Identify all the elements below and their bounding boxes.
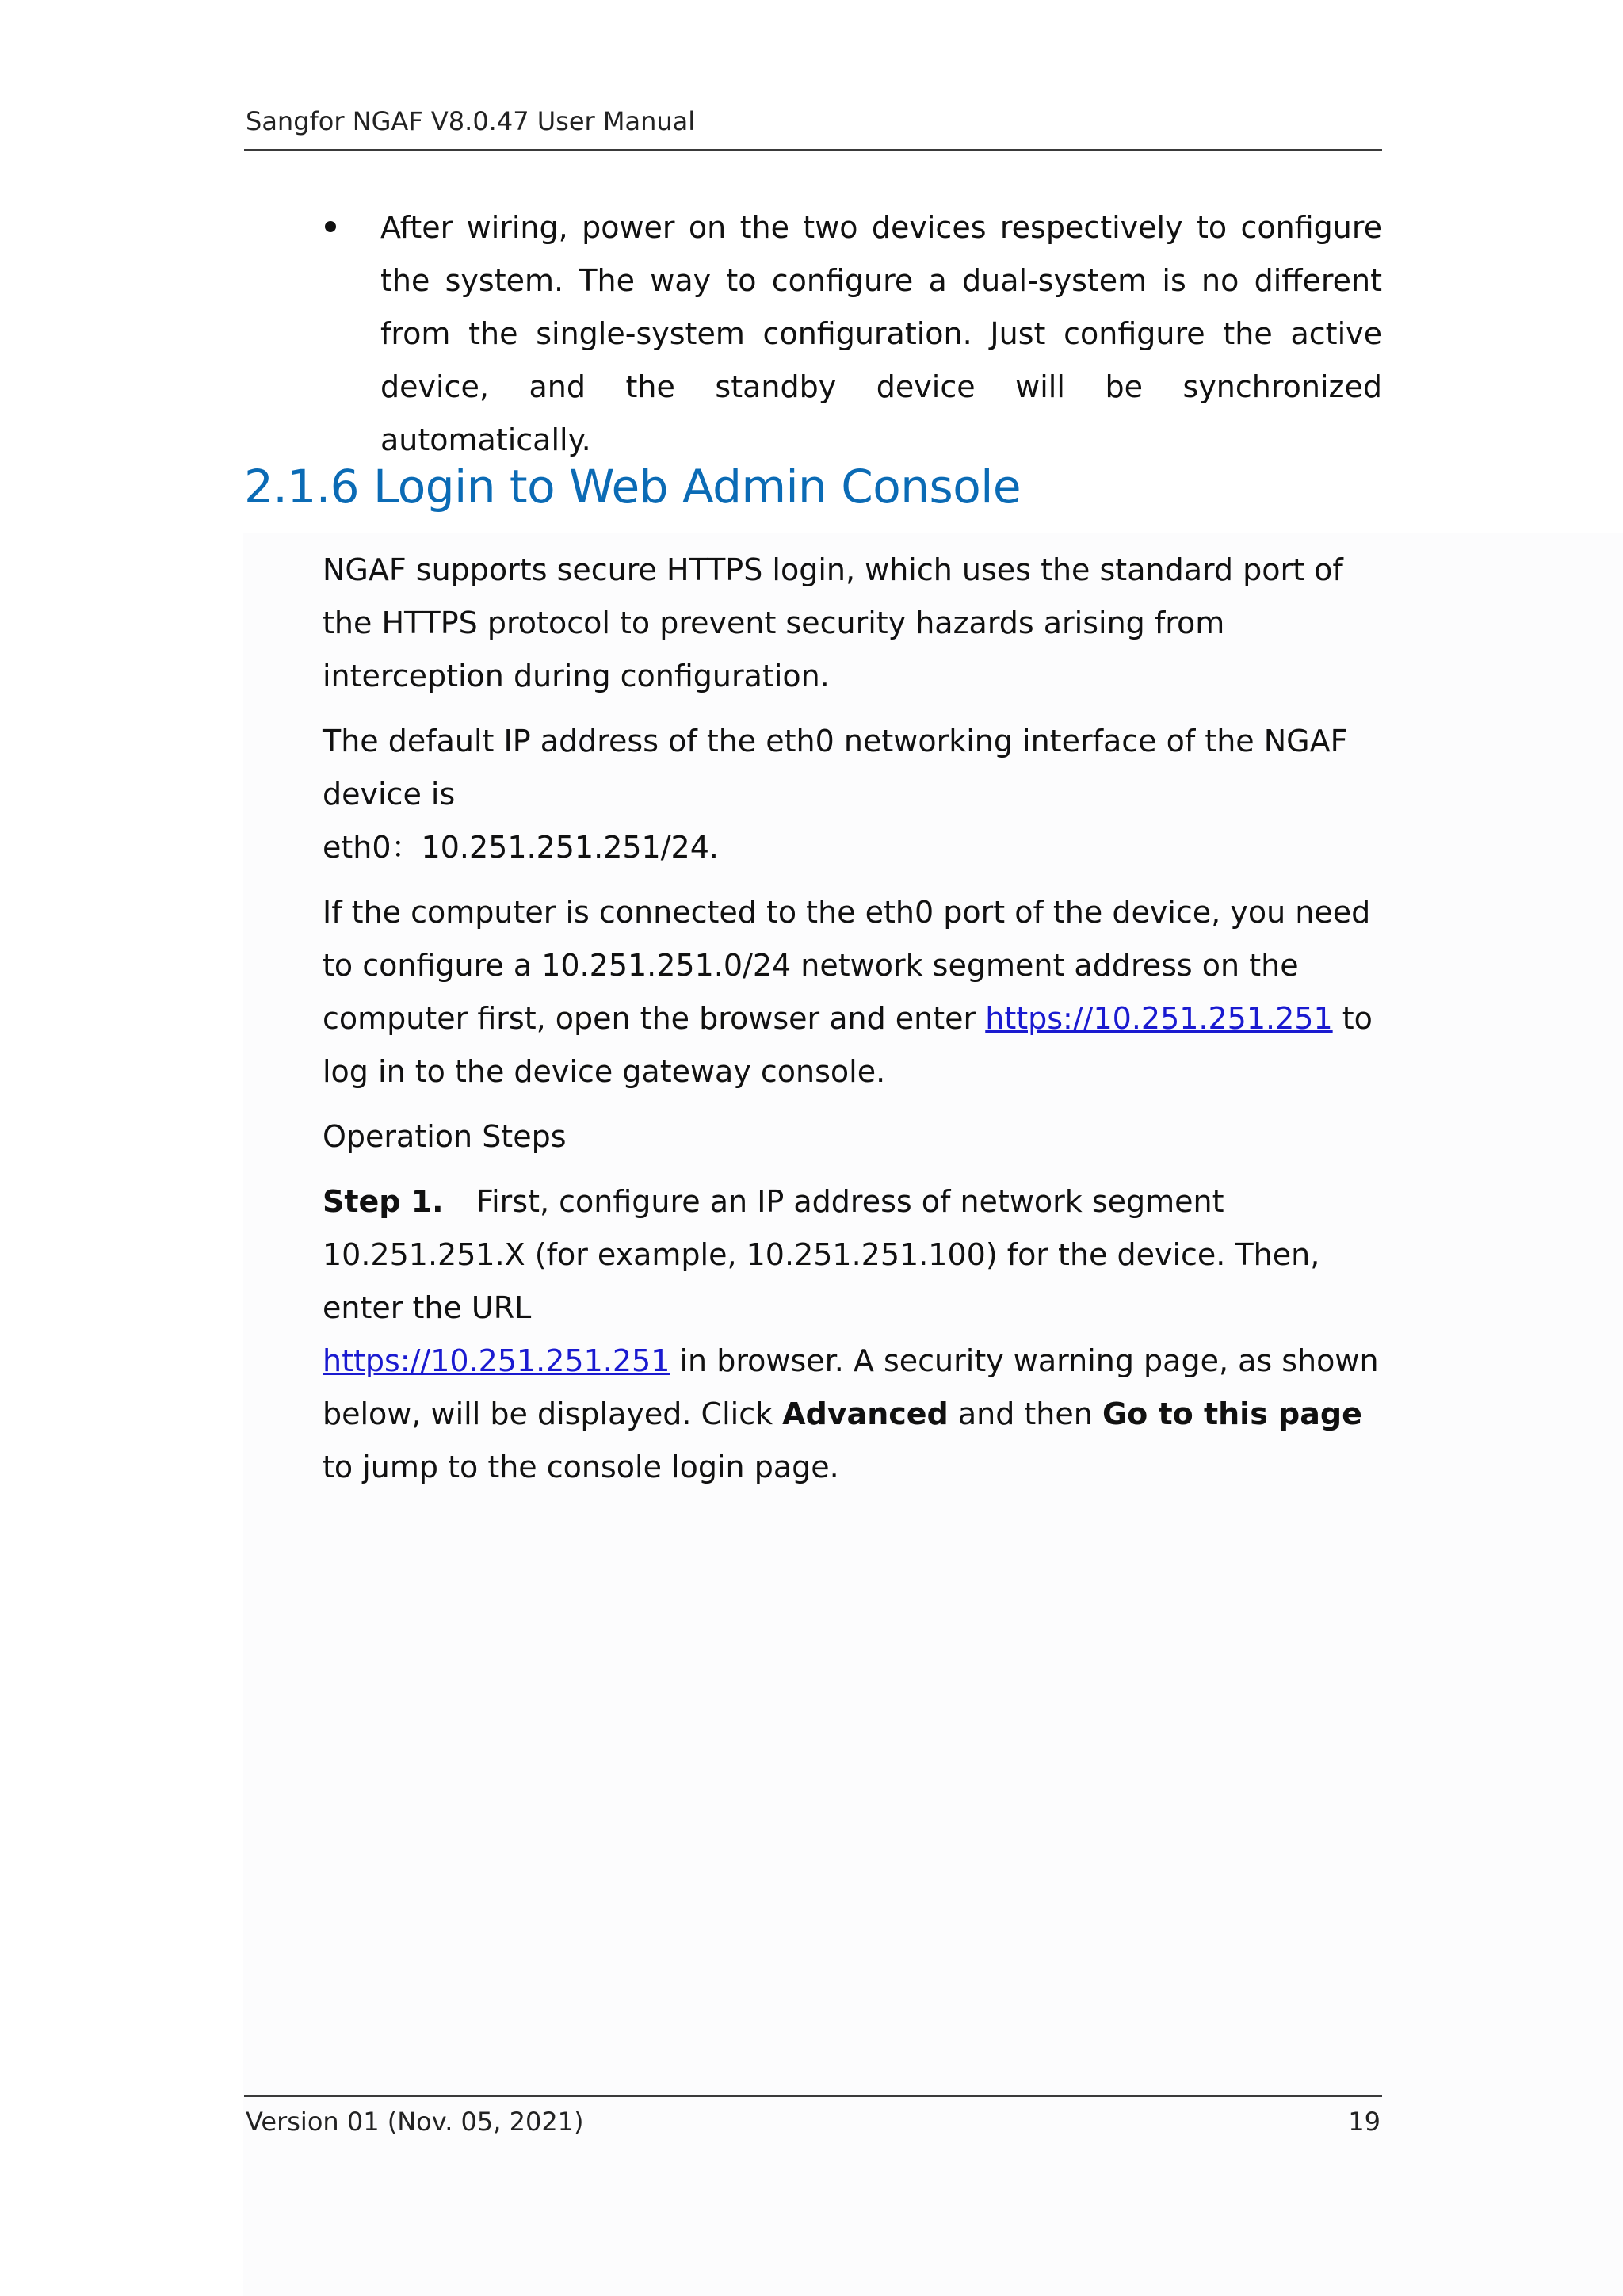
- page-footer: [244, 2095, 1382, 2143]
- paragraph-connect-computer: [323, 886, 1384, 1098]
- console-url-link[interactable]: https://10.251.251.251: [985, 1001, 1333, 1036]
- step-1-label: Step 1.: [323, 1184, 444, 1219]
- default-ip-value: eth0：10.251.251.251/24.: [323, 830, 719, 865]
- section-heading: 2.1.6 Login to Web Admin Console: [244, 460, 1021, 514]
- step-1-text-mid: in browser. A security warning page, as shown below, will be displayed. Click: [323, 1343, 1379, 1431]
- step-1-text-end: to jump to the console login page.: [323, 1450, 839, 1484]
- bullet-dot-icon: [325, 221, 336, 232]
- step-1-url-link[interactable]: https://10.251.251.251: [323, 1343, 670, 1378]
- page-header: [244, 103, 1382, 151]
- step-1-text-intro: First, configure an IP address of network segment 10.251.251.X (for example, 10.251.251.100) for the device. Then, enter the URL: [323, 1184, 1320, 1325]
- section-body: [323, 544, 1384, 1506]
- connect-text-before: If the computer is connected to the eth0 port of the device, you need to configure a 10.251.251.0/24 network segment address on the computer first, open the browser and enter: [323, 895, 1371, 1036]
- step-1: [323, 1175, 1384, 1494]
- connect-text-after: to log in to the device gateway console.: [323, 1001, 1373, 1089]
- advanced-label: Advanced: [782, 1396, 949, 1431]
- page-number: 19: [1348, 2107, 1381, 2137]
- step-1-and-then: and then: [948, 1396, 1102, 1431]
- go-to-page-label: Go to this page: [1102, 1396, 1362, 1431]
- default-ip-text: The default IP address of the eth0 networking interface of the NGAF device is: [323, 724, 1348, 812]
- footer-version: Version 01 (Nov. 05, 2021): [246, 2107, 584, 2137]
- manual-title: Sangfor NGAF V8.0.47 User Manual: [246, 106, 696, 136]
- bullet-text: After wiring, power on the two devices respectively to configure the system. The way to configure a dual-system is no different from the single-system configuration. Just configure the active device, and the standby device will be synchronized automatically.: [380, 210, 1382, 457]
- operation-steps-label: Operation Steps: [323, 1119, 567, 1154]
- paragraph-default-ip: [323, 715, 1384, 874]
- paragraph-https-login: NGAF supports secure HTTPS login, which uses the standard port of the HTTPS protocol to prevent security hazards arising from interception during configuration.: [323, 552, 1343, 693]
